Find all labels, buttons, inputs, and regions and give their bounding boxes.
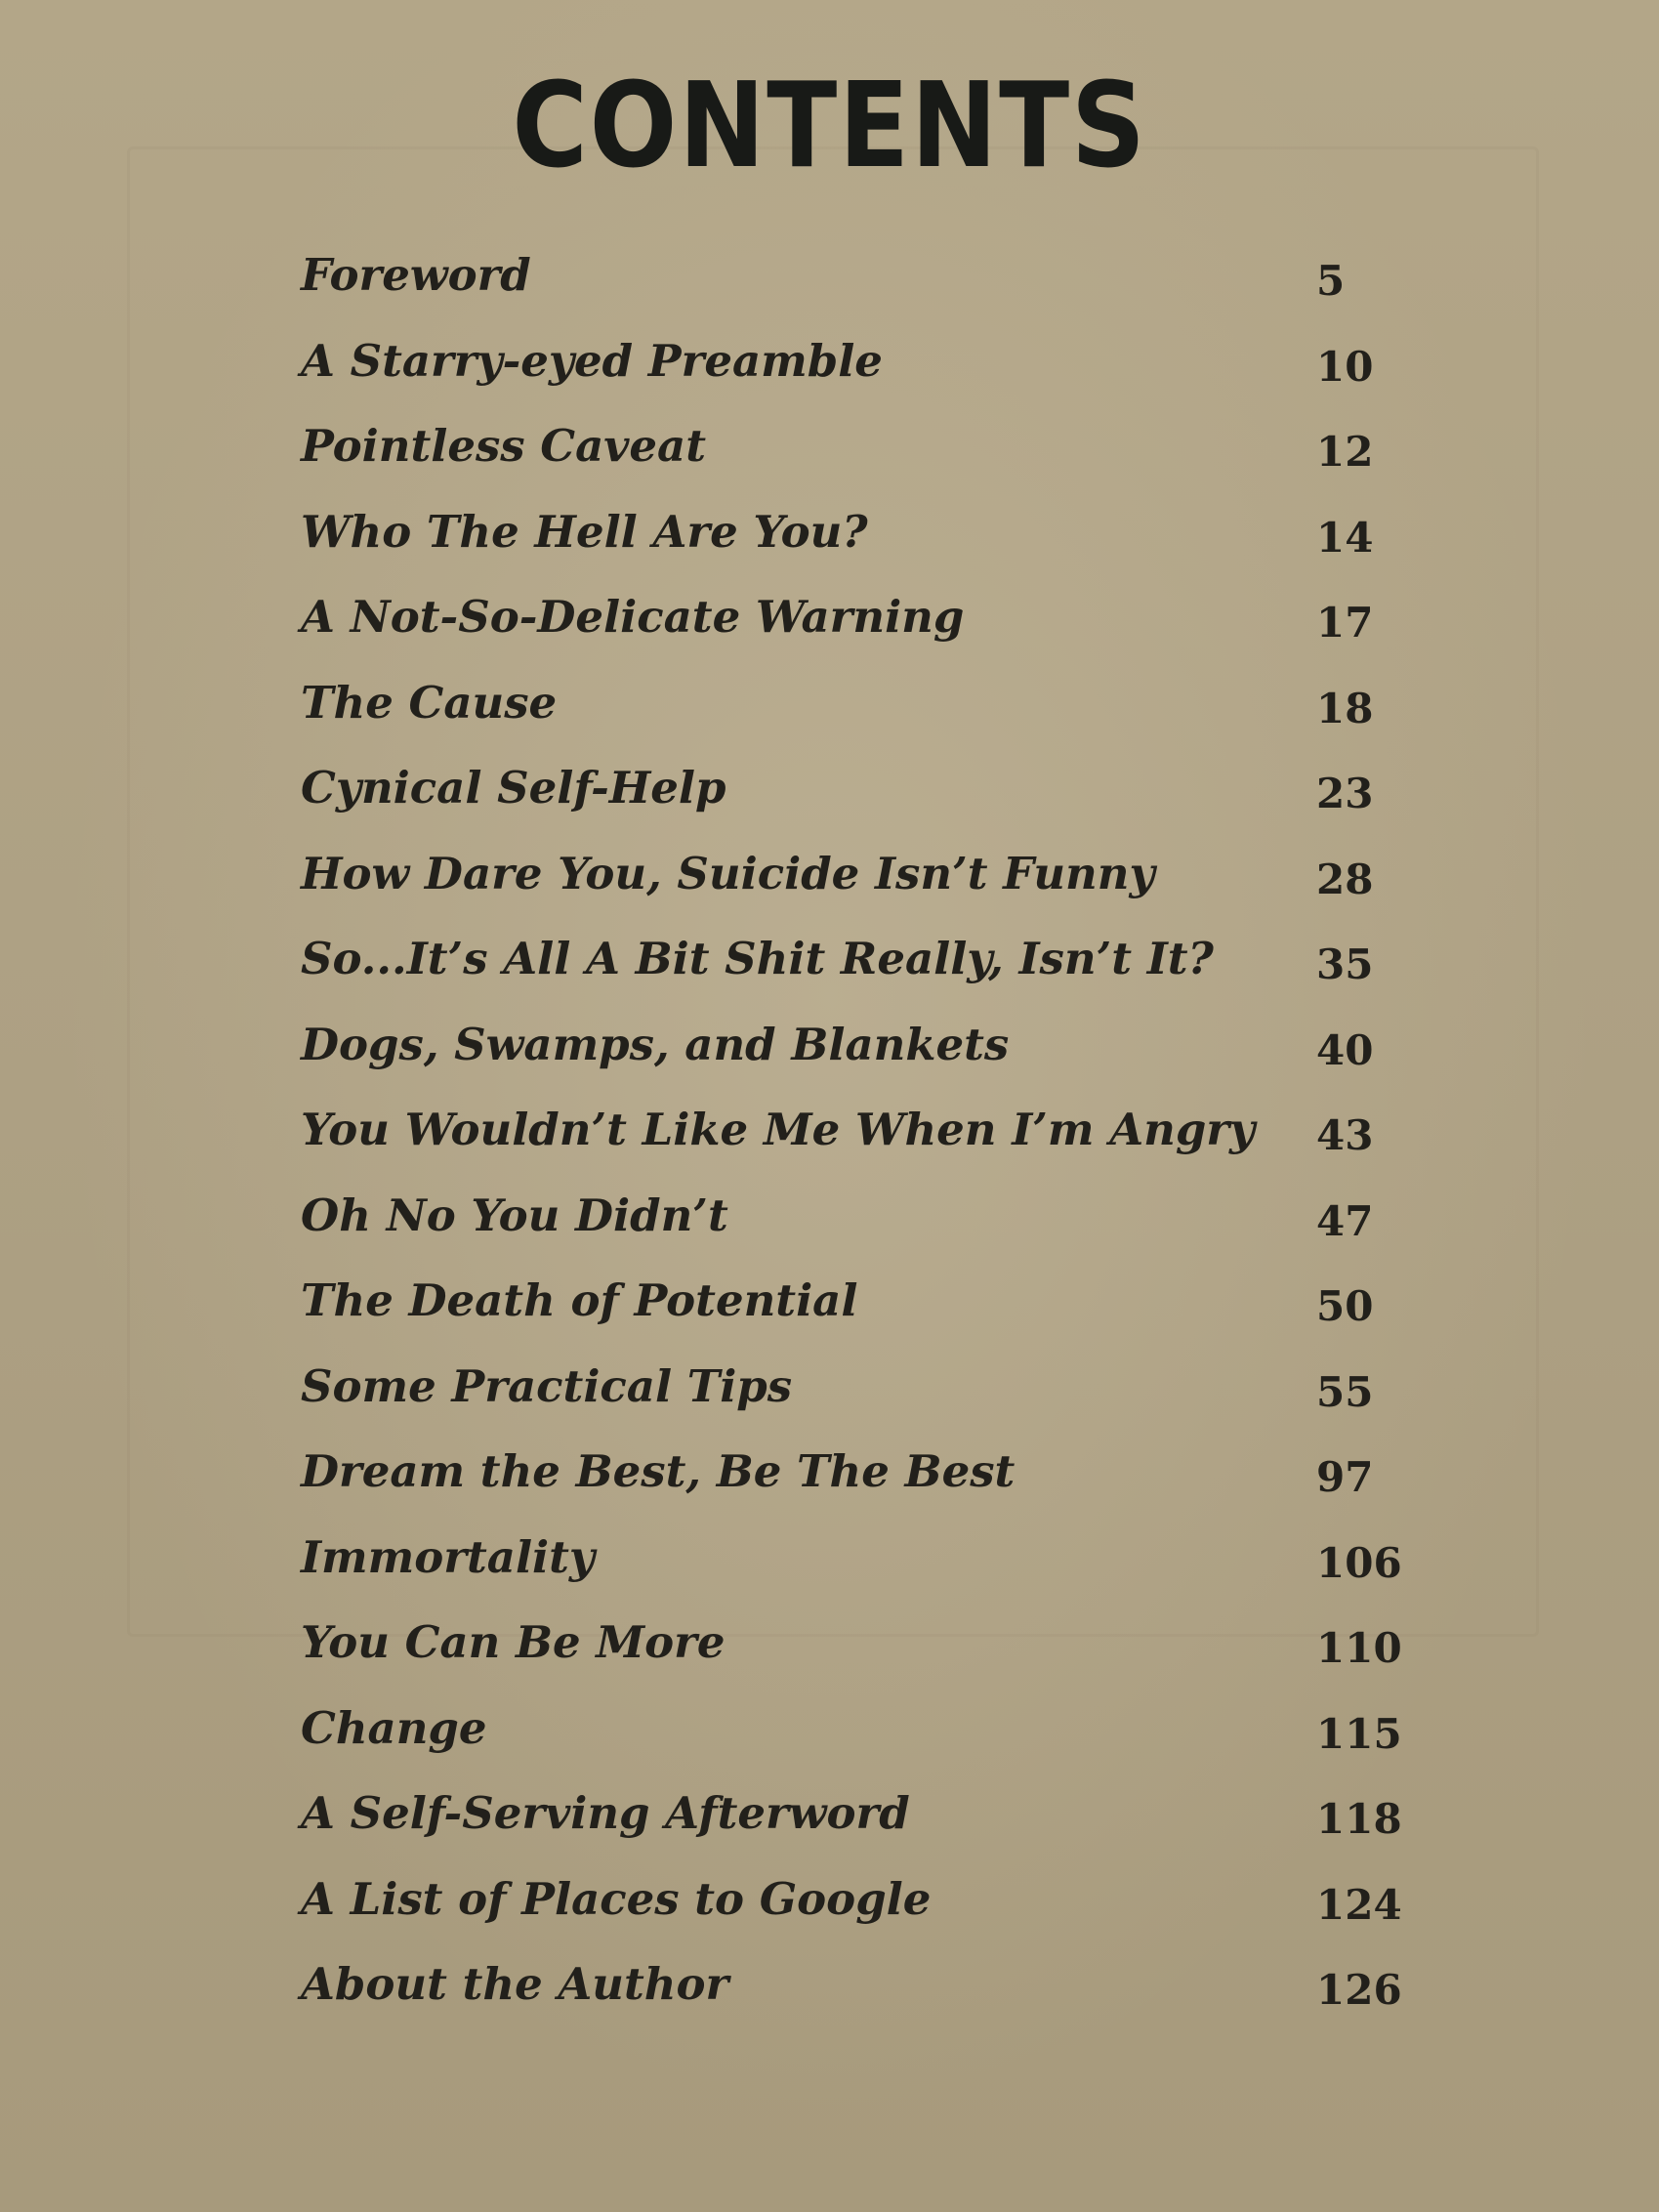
toc-entry-death-of-potential[interactable] [301,1272,1414,1357]
toc-entry-title: A List of Places to Google [301,1872,932,1925]
toc-entry-places-to-google[interactable] [301,1870,1414,1956]
toc-entry-dogs-swamps-blankets[interactable] [301,1016,1414,1102]
toc-entry-title: The Death of Potential [301,1274,858,1326]
toc-entry-immortality[interactable] [301,1528,1414,1614]
toc-entry-page-number: 23 [1316,770,1374,817]
toc-entry-title: So...It’s All A Bit Shit Really, Isn’t It? [301,933,1214,984]
page-title: CONTENTS [512,59,1147,194]
toc-entry-page-number: 47 [1316,1196,1374,1245]
toc-entry-page-number: 14 [1316,513,1374,562]
toc-entry-dream-the-best[interactable] [301,1442,1414,1528]
toc-entry-how-dare-you[interactable] [301,845,1414,931]
toc-entry-title: You Can Be More [301,1616,726,1668]
toc-entry-change[interactable] [301,1699,1414,1785]
toc-entry-about-the-author[interactable] [301,1955,1414,2041]
toc-entry-title: Cynical Self-Help [301,762,726,814]
toc-entry-title: Oh No You Didn’t [301,1189,728,1241]
toc-entry-page-number: 106 [1316,1538,1402,1587]
toc-entry-page-number: 55 [1316,1367,1374,1416]
toc-entry-page-number: 110 [1316,1624,1402,1672]
toc-entry-title: A Self-Serving Afterword [301,1787,910,1839]
toc-entry-wouldnt-like-me-angry[interactable] [301,1101,1414,1187]
toc-entry-page-number: 5 [1316,257,1346,305]
toc-entry-pointless-caveat[interactable] [301,417,1414,503]
toc-entry-title: You Wouldn’t Like Me When I’m Angry [301,1104,1256,1155]
toc-entry-its-all-a-bit[interactable] [301,930,1414,1016]
table-of-contents [301,246,1414,2041]
toc-entry-title: A Not-So-Delicate Warning [301,591,965,643]
toc-entry-self-serving-afterword[interactable] [301,1784,1414,1870]
toc-entry-title: About the Author [301,1958,729,2010]
toc-entry-page-number: 50 [1316,1282,1374,1330]
toc-entry-title: The Cause [301,676,558,729]
toc-entry-page-number: 43 [1316,1111,1374,1159]
toc-entry-page-number: 12 [1316,428,1374,476]
toc-entry-title: Dream the Best, Be The Best [301,1445,1016,1497]
toc-entry-page-number: 17 [1316,599,1374,647]
toc-entry-title: Foreword [301,249,531,301]
toc-entry-oh-no-you-didnt[interactable] [301,1187,1414,1273]
toc-entry-foreword[interactable] [301,246,1414,332]
toc-entry-title: Some Practical Tips [301,1359,793,1412]
toc-entry-page-number: 126 [1316,1966,1402,2014]
toc-entry-who-the-hell-are-you[interactable] [301,503,1414,589]
toc-entry-some-practical-tips[interactable] [301,1357,1414,1443]
toc-entry-title: A Starry-eyed Preamble [301,334,883,387]
toc-entry-starry-eyed-preamble[interactable] [301,332,1414,418]
toc-entry-page-number: 97 [1316,1453,1374,1501]
toc-entry-cynical-self-help[interactable] [301,759,1414,845]
toc-entry-page-number: 40 [1316,1025,1374,1074]
toc-entry-not-so-delicate-warning[interactable] [301,588,1414,674]
toc-entry-page-number: 28 [1316,855,1374,903]
toc-entry-page-number: 35 [1316,940,1374,988]
toc-entry-page-number: 10 [1316,342,1374,391]
toc-entry-page-number: 18 [1316,684,1374,732]
toc-entry-title: Who The Hell Are You? [301,505,868,558]
toc-entry-you-can-be-more[interactable] [301,1613,1414,1699]
toc-entry-title: How Dare You, Suicide Isn’t Funny [301,847,1155,899]
toc-entry-title: Change [301,1701,487,1754]
toc-entry-title: Dogs, Swamps, and Blankets [301,1018,1010,1070]
toc-entry-the-cause[interactable] [301,674,1414,760]
toc-entry-page-number: 115 [1316,1709,1402,1758]
toc-entry-page-number: 118 [1316,1795,1402,1843]
toc-entry-title: Pointless Caveat [301,420,706,472]
toc-entry-page-number: 124 [1316,1880,1402,1929]
toc-entry-title: Immortality [301,1530,596,1583]
